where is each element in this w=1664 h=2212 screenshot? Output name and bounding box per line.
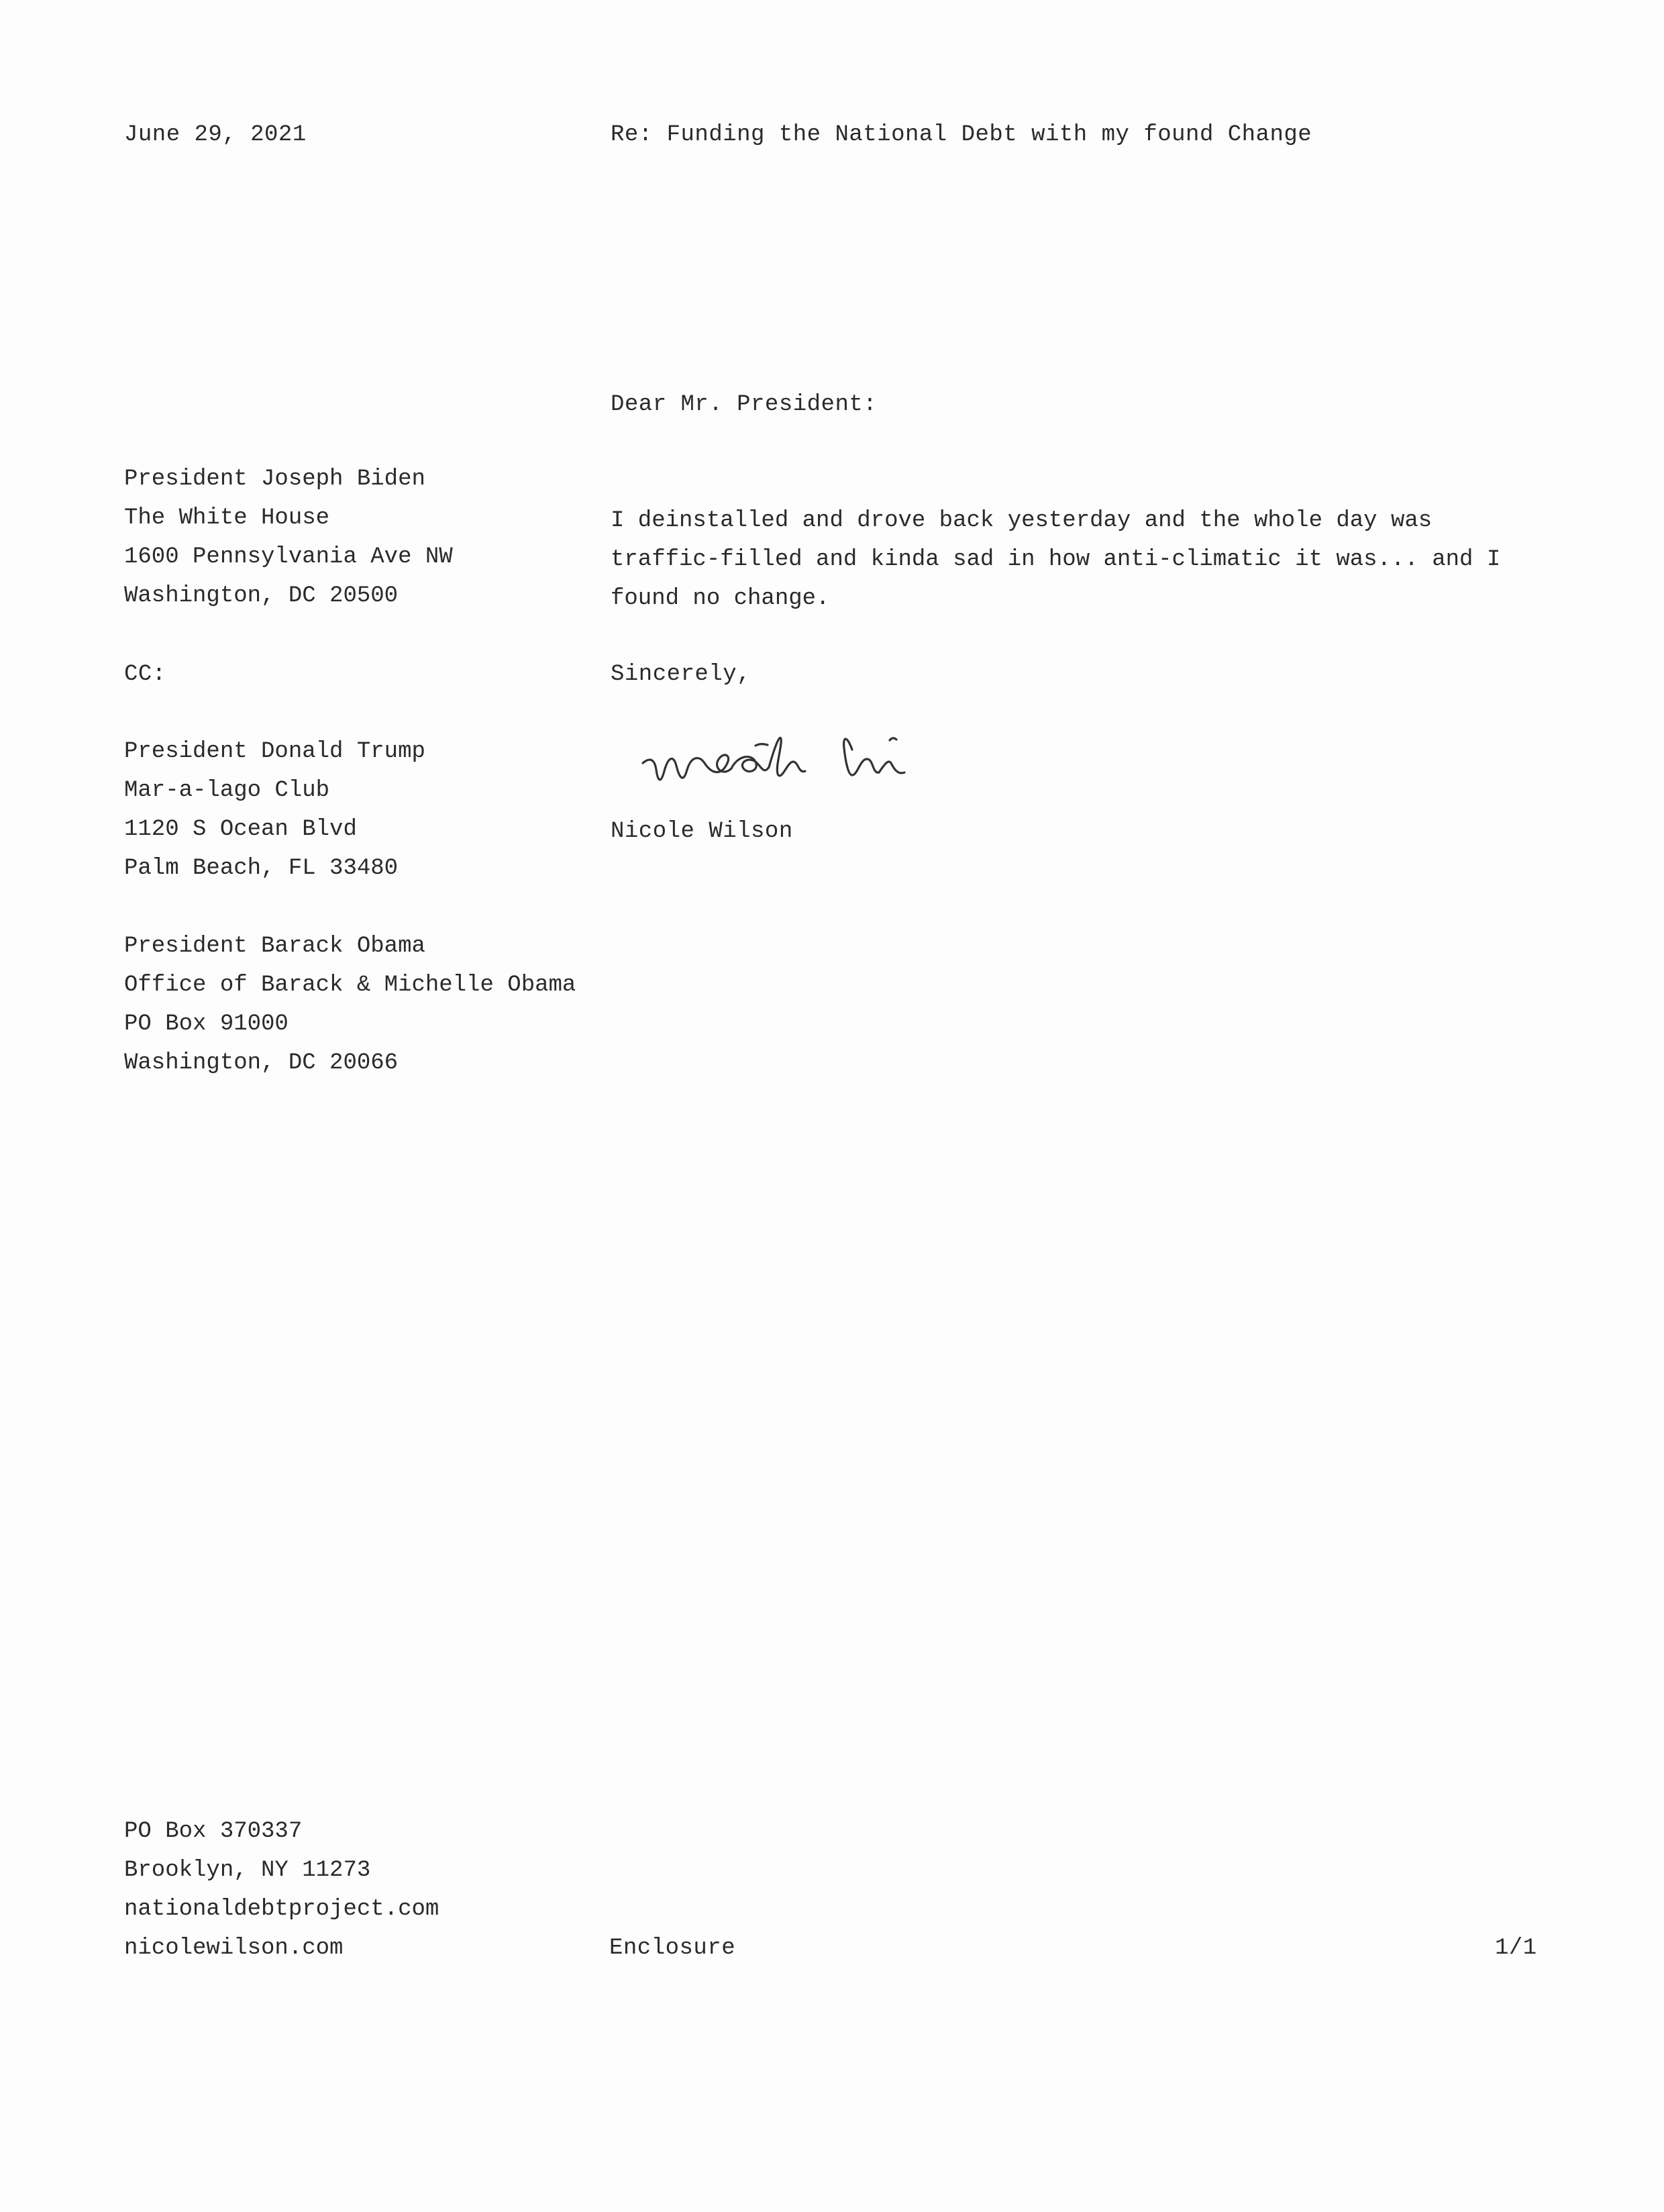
website-link: nicolewilson.com <box>124 1936 344 1961</box>
letter-body <box>611 501 1500 618</box>
enclosure-note: Enclosure <box>609 1936 736 1961</box>
cc-recipient-address <box>124 732 425 888</box>
body-line: found no change. <box>611 586 830 611</box>
body-line: I deinstalled and drove back yesterday and the whole day was <box>611 508 1433 534</box>
salutation: Dear Mr. President: <box>611 392 878 417</box>
address-line: PO Box 91000 <box>124 1011 289 1037</box>
address-line: 1120 S Ocean Blvd <box>124 817 357 842</box>
address-line: Brooklyn, NY 11273 <box>124 1858 371 1883</box>
address-line: Washington, DC 20066 <box>124 1050 399 1076</box>
address-line: 1600 Pennsylvania Ave NW <box>124 544 453 570</box>
handwritten-signature <box>637 721 959 795</box>
website-link: nationaldebtproject.com <box>124 1897 439 1922</box>
page-number: 1/1 <box>1495 1936 1537 1961</box>
closing: Sincerely, <box>611 662 751 687</box>
address-line: Mar-a-lago Club <box>124 778 330 803</box>
sender-address <box>124 1812 439 1968</box>
address-line: Washington, DC 20500 <box>124 583 399 609</box>
letter-date: June 29, 2021 <box>124 122 307 148</box>
cc-label: CC: <box>124 662 166 687</box>
address-line: Palm Beach, FL 33480 <box>124 856 399 881</box>
address-line: President Donald Trump <box>124 739 425 764</box>
letter-subject: Re: Funding the National Debt with my found Change <box>611 122 1312 148</box>
recipient-address <box>124 460 453 615</box>
cc-recipient-address <box>124 927 576 1083</box>
signature-name: Nicole Wilson <box>611 819 793 844</box>
address-line: President Barack Obama <box>124 934 425 959</box>
address-line: Office of Barack & Michelle Obama <box>124 972 576 998</box>
address-line: The White House <box>124 505 330 531</box>
address-line: President Joseph Biden <box>124 466 425 492</box>
body-line: traffic-filled and kinda sad in how anti-climatic it was... and I <box>611 547 1501 572</box>
address-line: PO Box 370337 <box>124 1819 303 1844</box>
